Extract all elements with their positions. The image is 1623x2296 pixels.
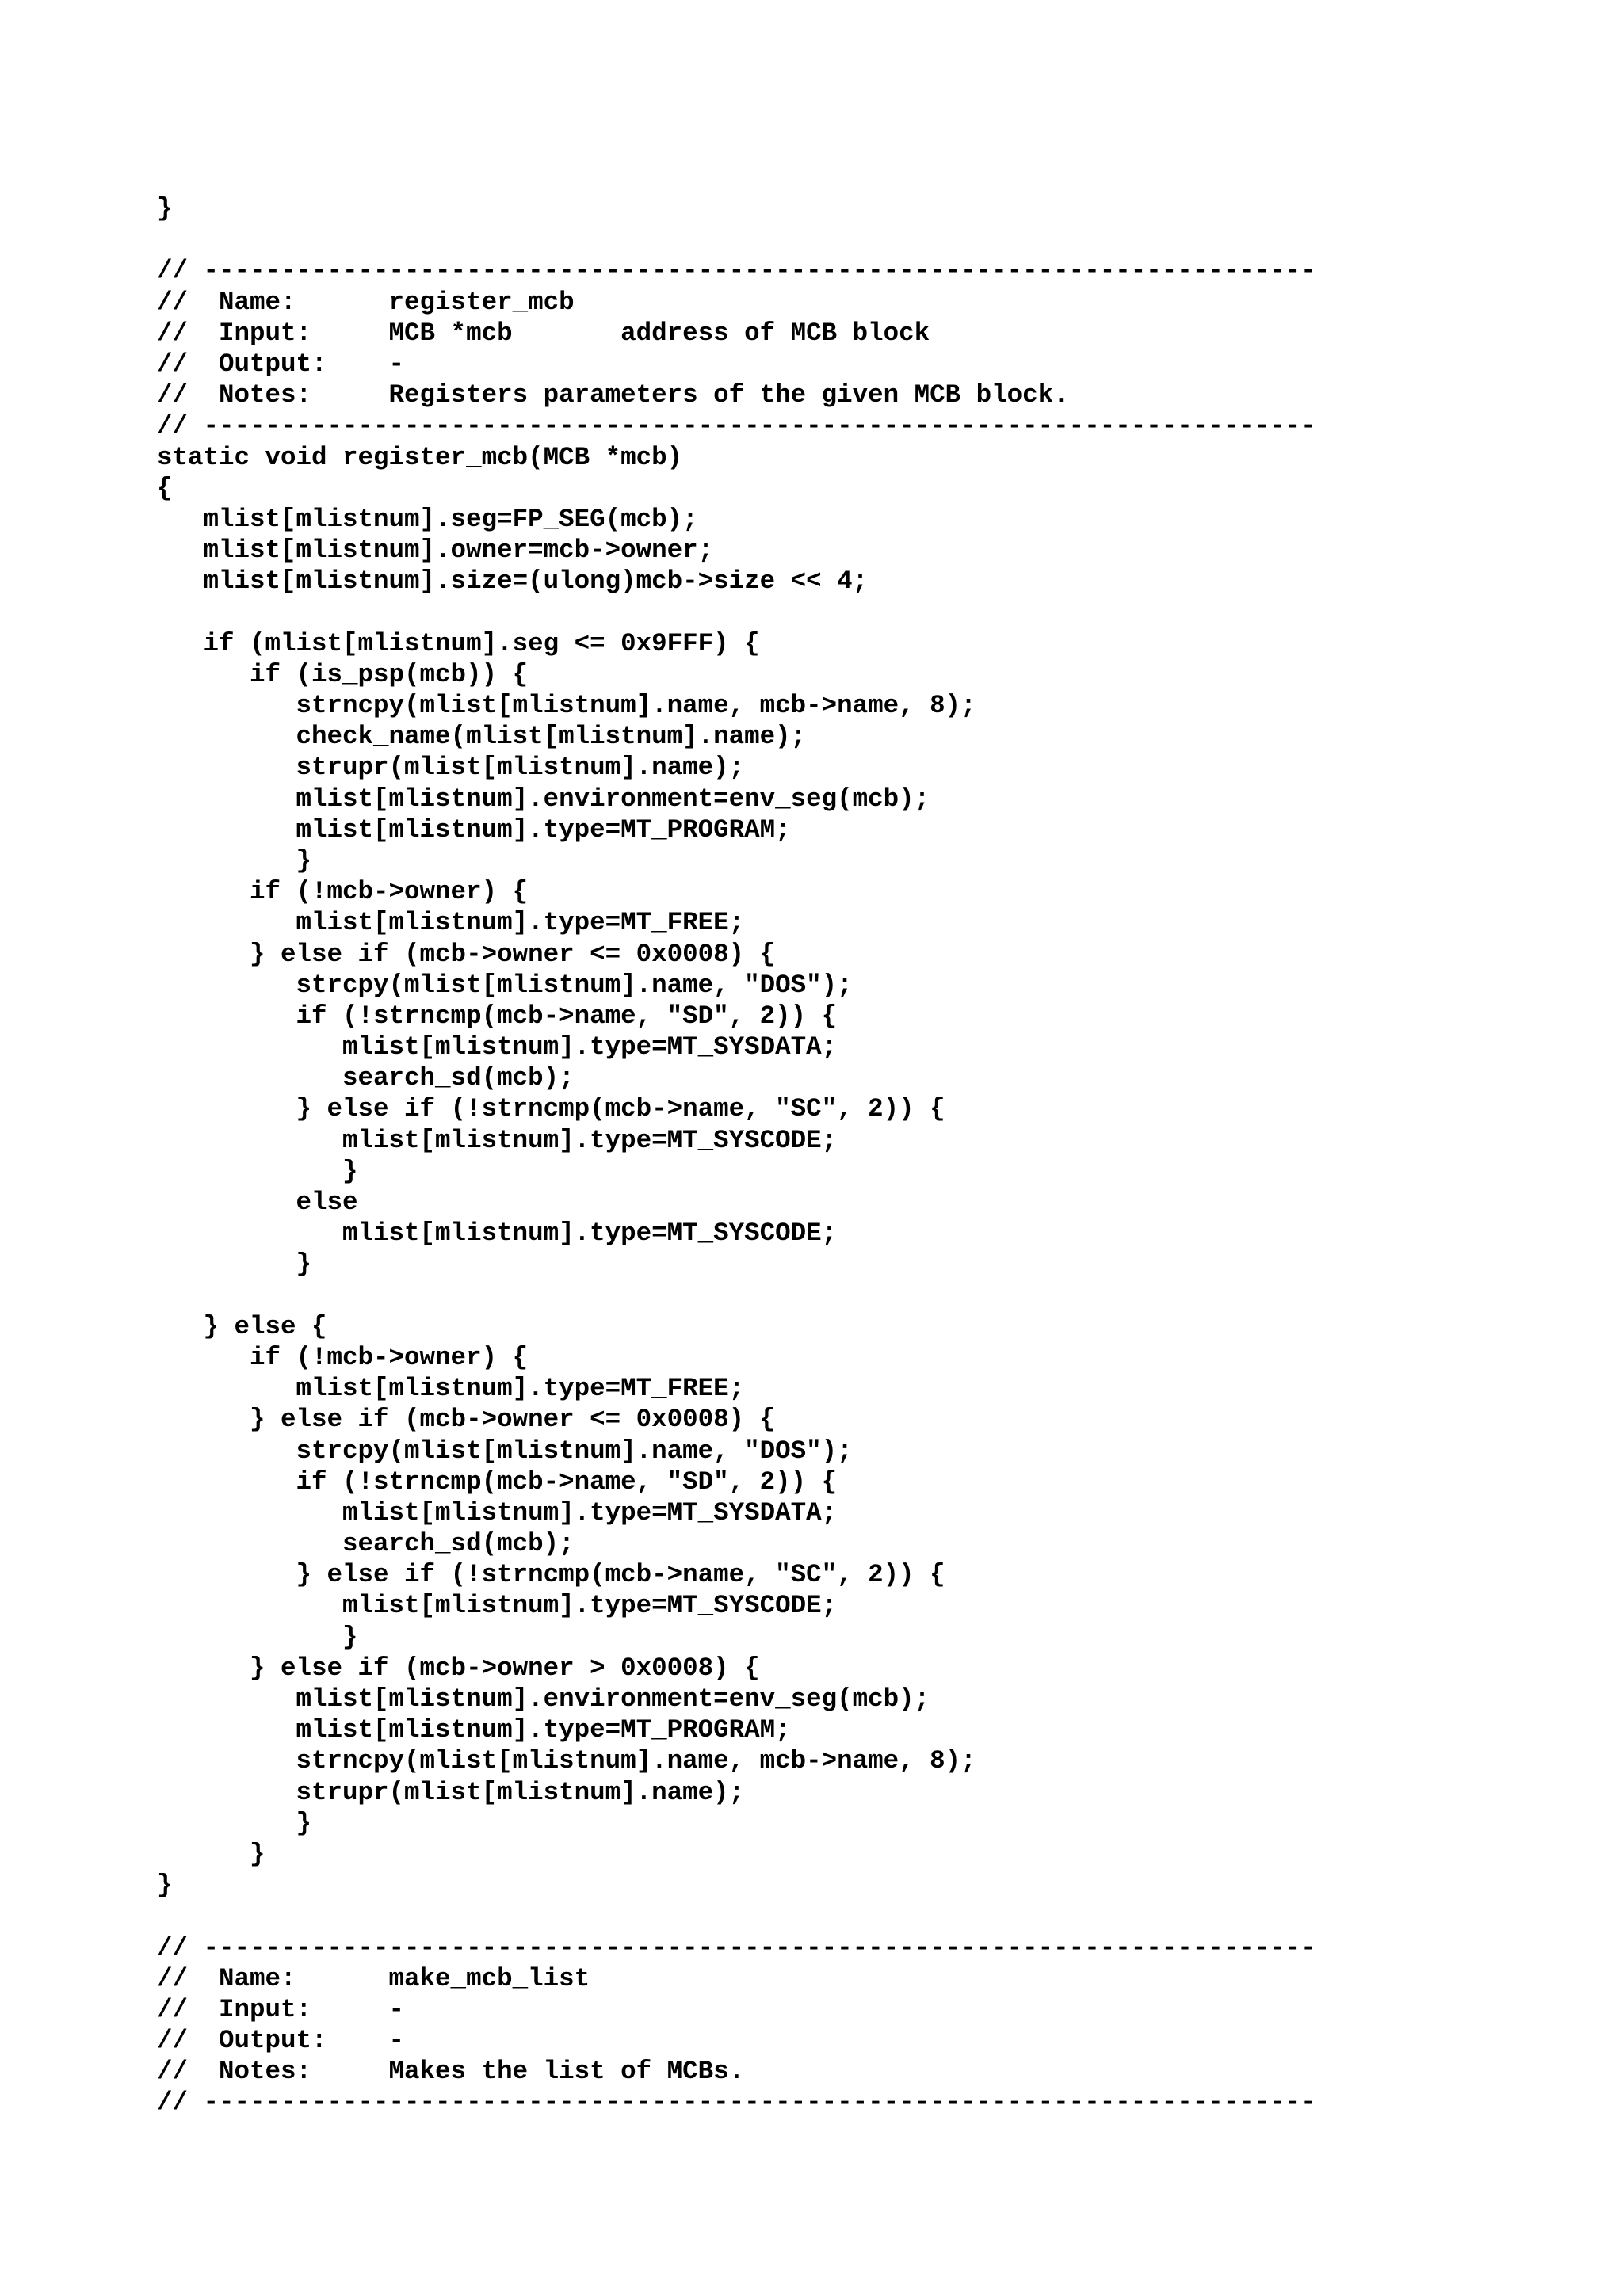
code-line: strcpy(mlist[mlistnum].name, "DOS"); bbox=[157, 970, 853, 1000]
code-line: // Notes: Makes the list of MCBs. bbox=[157, 2057, 745, 2087]
code-line: } bbox=[157, 194, 173, 223]
code-line: } bbox=[157, 1839, 265, 1869]
code-line: { bbox=[157, 473, 173, 503]
code-line: // Input: - bbox=[157, 1994, 405, 2024]
code-line: strupr(mlist[mlistnum].name); bbox=[157, 753, 745, 783]
code-line: } else if (!strncmp(mcb->name, "SC", 2)) { bbox=[157, 1094, 945, 1124]
code-line: if (!mcb->owner) { bbox=[157, 877, 529, 907]
code-line: } else if (mcb->owner <= 0x0008) { bbox=[157, 939, 776, 969]
code-line bbox=[157, 224, 1316, 255]
code-line: strcpy(mlist[mlistnum].name, "DOS"); bbox=[157, 1436, 853, 1466]
code-line: // ------------------------------------------------------------------------ bbox=[157, 256, 1316, 286]
code-line: } bbox=[157, 1871, 173, 1901]
source-code-listing bbox=[157, 193, 1316, 2119]
code-line: mlist[mlistnum].type=MT_FREE; bbox=[157, 908, 745, 938]
code-line: if (mlist[mlistnum].seg <= 0x9FFF) { bbox=[157, 628, 760, 658]
code-line bbox=[157, 1280, 1316, 1311]
code-line: // Notes: Registers parameters of the given MCB block. bbox=[157, 380, 1069, 410]
code-line: // Input: MCB *mcb address of MCB block bbox=[157, 318, 930, 348]
code-line: mlist[mlistnum].type=MT_PROGRAM; bbox=[157, 1715, 791, 1745]
code-line: mlist[mlistnum].size=(ulong)mcb->size << 4; bbox=[157, 566, 869, 597]
code-line: if (!mcb->owner) { bbox=[157, 1342, 529, 1372]
code-line: mlist[mlistnum].type=MT_SYSCODE; bbox=[157, 1125, 838, 1155]
code-line: // Name: make_mcb_list bbox=[157, 1963, 590, 1993]
code-line bbox=[157, 1901, 1316, 1932]
code-line: mlist[mlistnum].type=MT_FREE; bbox=[157, 1374, 745, 1404]
code-line: mlist[mlistnum].seg=FP_SEG(mcb); bbox=[157, 504, 698, 534]
code-line: mlist[mlistnum].environment=env_seg(mcb); bbox=[157, 1684, 930, 1714]
code-line: // ------------------------------------------------------------------------ bbox=[157, 1932, 1316, 1962]
code-line: } bbox=[157, 845, 312, 875]
code-line: search_sd(mcb); bbox=[157, 1529, 575, 1559]
code-line: mlist[mlistnum].owner=mcb->owner; bbox=[157, 536, 714, 566]
code-line: } bbox=[157, 1622, 358, 1652]
code-line: // Output: - bbox=[157, 349, 405, 379]
code-line: search_sd(mcb); bbox=[157, 1063, 575, 1093]
code-line: // ------------------------------------------------------------------------ bbox=[157, 411, 1316, 441]
code-line: mlist[mlistnum].type=MT_SYSDATA; bbox=[157, 1032, 838, 1062]
code-line: mlist[mlistnum].environment=env_seg(mcb); bbox=[157, 784, 930, 814]
code-line: } bbox=[157, 1808, 312, 1838]
code-line: } bbox=[157, 1249, 312, 1280]
code-line: } bbox=[157, 1156, 358, 1186]
code-line: strupr(mlist[mlistnum].name); bbox=[157, 1777, 745, 1807]
code-line: mlist[mlistnum].type=MT_SYSCODE; bbox=[157, 1219, 838, 1249]
code-line: } else if (mcb->owner > 0x0008) { bbox=[157, 1653, 760, 1683]
code-line: } else { bbox=[157, 1311, 327, 1341]
code-line: else bbox=[157, 1188, 358, 1217]
code-line: } else if (mcb->owner <= 0x0008) { bbox=[157, 1405, 776, 1435]
code-line: static void register_mcb(MCB *mcb) bbox=[157, 442, 683, 472]
code-line: if (is_psp(mcb)) { bbox=[157, 659, 529, 689]
code-line: mlist[mlistnum].type=MT_PROGRAM; bbox=[157, 814, 791, 845]
code-line: if (!strncmp(mcb->name, "SD", 2)) { bbox=[157, 1466, 838, 1497]
code-line: } else if (!strncmp(mcb->name, "SC", 2)) { bbox=[157, 1560, 945, 1590]
code-line: // Output: - bbox=[157, 2026, 405, 2056]
code-line: strncpy(mlist[mlistnum].name, mcb->name, 8); bbox=[157, 691, 976, 720]
code-line: check_name(mlist[mlistnum].name); bbox=[157, 722, 807, 752]
code-line: mlist[mlistnum].type=MT_SYSDATA; bbox=[157, 1497, 838, 1527]
code-line: mlist[mlistnum].type=MT_SYSCODE; bbox=[157, 1591, 838, 1621]
code-line: // ------------------------------------------------------------------------ bbox=[157, 2088, 1316, 2118]
code-line: if (!strncmp(mcb->name, "SD", 2)) { bbox=[157, 1001, 838, 1031]
code-line: // Name: register_mcb bbox=[157, 287, 575, 317]
code-line: strncpy(mlist[mlistnum].name, mcb->name, 8); bbox=[157, 1746, 976, 1776]
code-line bbox=[157, 597, 1316, 627]
